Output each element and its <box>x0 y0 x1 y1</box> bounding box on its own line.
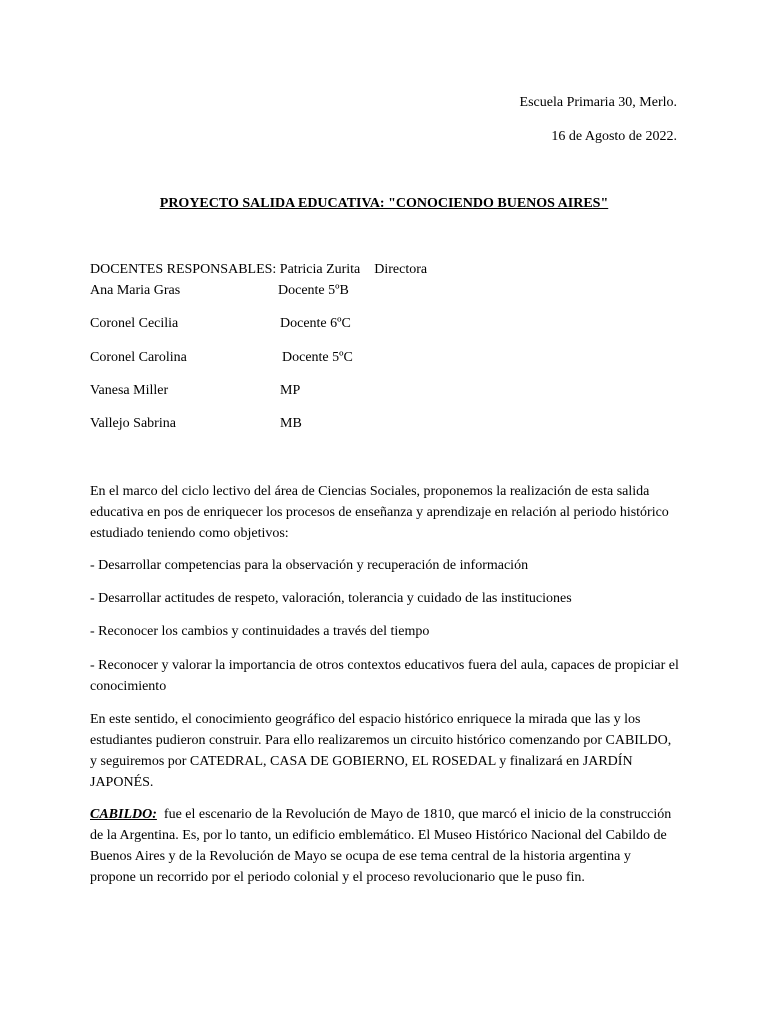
responsible-teachers-line: DOCENTES RESPONSABLES: Patricia Zurita Directora <box>90 262 428 277</box>
objective-item: - Reconocer y valorar la importancia de otros contextos educativos fuera del aula, capaces de propiciar el conocimiento <box>90 658 679 694</box>
cabildo-text: fue el escenario de la Revolución de Mayo de 1810, que marcó el inicio de la construcción de la Argentina. Es, por lo tanto, un edificio emblemático. El Museo Histórico Nacional del Cabildo de Buenos Aires y de la Revolución de Mayo se ocupa de ese tema central de la historia argentina y propone un recorrido por el periodo colonial y el proceso revolucionario que le puso fin. <box>90 807 675 885</box>
objective-item: - Desarrollar competencias para la observación y recuperación de información <box>90 558 529 573</box>
teacher-name: Ana Maria Gras <box>90 283 181 298</box>
objective-item: - Desarrollar actitudes de respeto, valoración, tolerancia y cuidado de las instituciones <box>90 591 572 606</box>
teacher-role: Docente 5ºB <box>278 283 349 298</box>
teacher-name: Coronel Cecilia <box>90 316 179 331</box>
teacher-role: Docente 5ºC <box>282 350 353 365</box>
teacher-row <box>90 313 351 334</box>
teacher-row <box>90 380 301 401</box>
teacher-row <box>90 280 349 301</box>
teacher-name: Coronel Carolina <box>90 350 187 365</box>
teacher-role: MB <box>280 416 302 431</box>
objective-item: - Reconocer los cambios y continuidades a través del tiempo <box>90 624 430 639</box>
teacher-name: Vallejo Sabrina <box>90 416 176 431</box>
teacher-row <box>90 413 302 434</box>
letter-date: 16 de Agosto de 2022. <box>551 129 677 144</box>
teacher-role: Docente 6ºC <box>280 316 351 331</box>
teacher-name: Vanesa Miller <box>90 383 169 398</box>
circuit-paragraph: En este sentido, el conocimiento geográfico del espacio histórico enriquece la mirada que las y los estudiantes pudieron construir. Para ello realizaremos un circuito histórico comenzando por CABILDO, y seguiremos por CATEDRAL, CASA DE GOBIERNO, EL ROSEDAL y finalizará en JARDÍN JAPONÉS. <box>90 712 672 790</box>
project-title: PROYECTO SALIDA EDUCATIVA: "CONOCIENDO BUENOS AIRES" <box>159 196 609 211</box>
school-name: Escuela Primaria 30, Merlo. <box>519 95 677 110</box>
cabildo-paragraph <box>90 804 680 888</box>
teacher-role: MP <box>280 383 301 398</box>
cabildo-heading: CABILDO: <box>90 807 157 822</box>
intro-paragraph: En el marco del ciclo lectivo del área de Ciencias Sociales, proponemos la realización de esta salida educativa en pos de enriquecer los procesos de enseñanza y aprendizaje en relación al periodo histórico estudiado teniendo como objetivos: <box>90 484 669 541</box>
teacher-row <box>90 347 353 368</box>
